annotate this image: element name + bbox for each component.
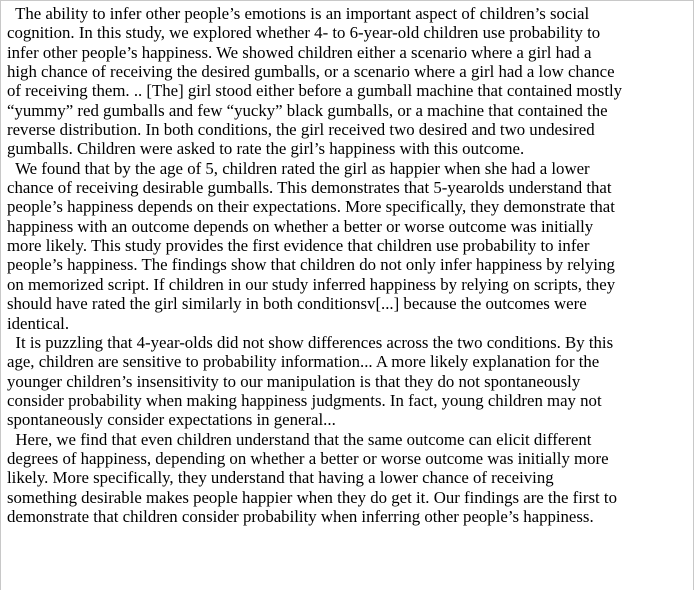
text-line: consider probability when making happiness judgments. In fact, young children may not [7,390,602,410]
text-line: people’s happiness. The findings show that children do not only infer happiness by relying [7,255,615,275]
text-line: people’s happiness depends on their expectations. More specifically, they demonstrate that [7,197,615,217]
text-line: It is puzzling that 4-year-olds did not show differences across the two conditions. By this [7,332,614,352]
text-line: happiness with an outcome depends on whether a better or worse outcome was initially [7,216,594,236]
text-line: Here, we find that even children understand that the same outcome can elicit different [7,429,592,449]
passage-text [7,4,695,526]
text-line: “yummy” red gumballs and few “yucky” black gumballs, or a machine that contained the [7,100,608,120]
text-line: something desirable makes people happier when they do get it. Our findings are the first to [7,487,617,507]
text-line: We found that by the age of 5, children rated the girl as happier when she had a lower [7,158,590,178]
text-line: degrees of happiness, depending on whether a better or worse outcome was initially more [7,448,609,468]
text-line: spontaneously consider expectations in general... [7,410,336,430]
text-line: younger children’s insensitivity to our manipulation is that they do not spontaneously [7,371,581,391]
text-line: high chance of receiving the desired gumballs, or a scenario where a girl had a low chance [7,62,615,82]
text-line: on memorized script. If children in our study inferred happiness by relying on scripts, they [7,274,616,294]
text-line: chance of receiving desirable gumballs. This demonstrates that 5-yearolds understand that [7,178,612,198]
text-line: cognition. In this study, we explored whether 4- to 6-year-old children use probability to [7,23,601,43]
text-line: demonstrate that children consider probability when inferring other people’s happiness. [7,506,594,526]
text-line: identical. [7,313,70,333]
text-line: The ability to infer other people’s emotions is an important aspect of children’s social [7,4,590,23]
text-line: gumballs. Children were asked to rate the girl’s happiness with this outcome. [7,139,525,159]
text-line: age, children are sensitive to probability information... A more likely explanation for the [7,352,600,372]
text-line: reverse distribution. In both conditions, the girl received two desired and two undesired [7,120,595,140]
text-line: more likely. This study provides the first evidence that children use probability to infer [7,236,590,256]
text-line: infer other people’s happiness. We showed children either a scenario where a girl had a [7,42,592,62]
text-line: should have rated the girl similarly in both conditionsv[...] because the outcomes were [7,294,587,314]
text-line: likely. More specifically, they understand that having a lower chance of receiving [7,468,554,488]
text-line: of receiving them. .. [The] girl stood either before a gumball machine that contained mostly [7,81,623,101]
